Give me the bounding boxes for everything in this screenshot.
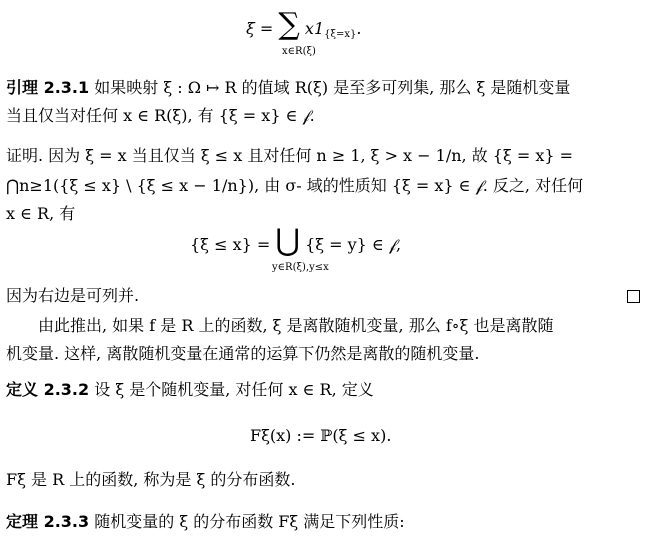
eq2-lhs: {ξ ≤ x} =	[190, 235, 271, 254]
eq2-under: y∈R(ξ),y≤x	[272, 262, 329, 273]
definition-text: 设 ξ 是个随机变量, 对任何 x ∈ R, 定义	[94, 380, 374, 399]
qed-box	[627, 290, 640, 303]
eq2-rhs: {ξ = y} ∈ 𝒻,	[305, 235, 402, 254]
equation-cdf: Fξ(x) := ℙ(ξ ≤ x).	[250, 426, 392, 445]
lemma-head: 引理 2.3.1	[6, 78, 90, 97]
union-remark: 因为右边是可列并.	[6, 286, 140, 305]
lemma-line-1	[6, 78, 570, 98]
definition-head: 定义 2.3.2	[6, 380, 90, 399]
eq1-body: x1	[304, 19, 325, 38]
eq1-under: x∈R(ξ)	[282, 46, 316, 57]
union-symbol: ⋃	[275, 223, 300, 258]
proof-line-2: ⋂n≥1({ξ ≤ x} \ {ξ ≤ x − 1/n}), 由 σ- 域的性质知 {ξ = x} ∈ 𝒻. 反之, 对任何	[6, 176, 584, 195]
sum-symbol: ∑	[278, 7, 300, 42]
eq1-sub: {ξ=x}	[324, 29, 357, 40]
para-line-1: 由此推出, 如果 f 是 R 上的函数, ξ 是离散随机变量, 那么 f∘ξ 也是离散随	[38, 316, 554, 335]
proof-line-3: x ∈ R, 有	[6, 204, 76, 223]
equation-union	[190, 223, 402, 258]
lemma-text-1: 如果映射 ξ : Ω ↦ R 的值域 R(ξ) 是至多可列集, 那么 ξ 是随机变量	[94, 78, 571, 97]
eq1-end: .	[356, 19, 362, 38]
equation-sum	[246, 7, 362, 42]
theorem-line	[6, 512, 405, 532]
proof-line-1: 证明. 因为 ξ = x 当且仅当 ξ ≤ x 且对任何 n ≥ 1, ξ > x − 1/n, 故 {ξ = x} =	[6, 146, 574, 165]
definition-line	[6, 380, 374, 400]
eq1-lhs: ξ =	[246, 19, 274, 38]
lemma-line-2: 当且仅当对任何 x ∈ R(ξ), 有 {ξ = x} ∈ 𝒻.	[6, 106, 315, 125]
theorem-text: 随机变量的 ξ 的分布函数 Fξ 满足下列性质:	[94, 512, 405, 531]
para-line-2: 机变量. 这样, 离散随机变量在通常的运算下仍然是离散的随机变量.	[6, 344, 480, 363]
theorem-head: 定理 2.3.3	[6, 512, 90, 531]
cdf-description: Fξ 是 R 上的函数, 称为是 ξ 的分布函数.	[6, 470, 296, 489]
